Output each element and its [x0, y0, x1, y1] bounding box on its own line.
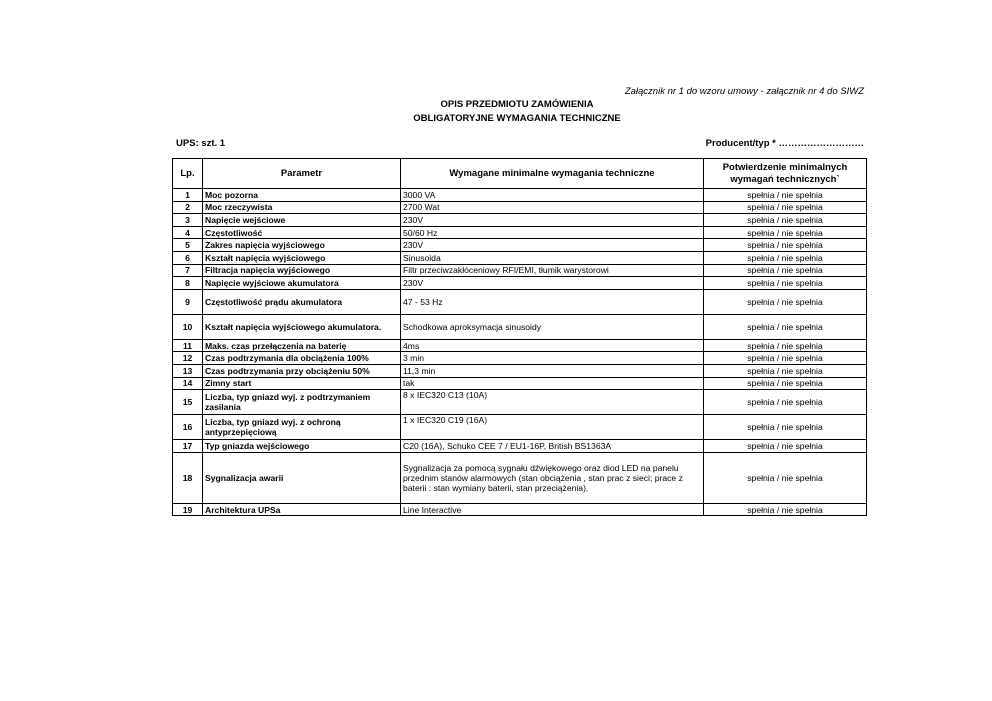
row-parameter: Architektura UPSa: [203, 503, 401, 516]
table-row: [173, 214, 867, 227]
row-required-value: 1 x IEC320 C19 (16A): [401, 415, 704, 440]
row-required-value: 230V: [401, 239, 704, 252]
row-confirmation: spełnia / nie spełnia: [704, 503, 867, 516]
row-required-value: 11,3 min: [401, 364, 704, 377]
row-required-value: 230V: [401, 277, 704, 290]
row-parameter: Maks. czas przełączenia na baterię: [203, 339, 401, 352]
table-row: [173, 239, 867, 252]
row-confirmation: spełnia / nie spełnia: [704, 251, 867, 264]
row-parameter: Zakres napięcia wyjściowego: [203, 239, 401, 252]
row-number: 9: [173, 289, 203, 314]
row-parameter: Typ gniazda wejściowego: [203, 440, 401, 453]
table-row: [173, 415, 867, 440]
row-parameter: Czas podtrzymania przy obciążeniu 50%: [203, 364, 401, 377]
row-number: 6: [173, 251, 203, 264]
row-confirmation: spełnia / nie spełnia: [704, 289, 867, 314]
row-required-value: 47 - 53 Hz: [401, 289, 704, 314]
table-row: [173, 440, 867, 453]
row-required-value: 2700 Wat: [401, 201, 704, 214]
table-row: [173, 390, 867, 415]
document-title: OPIS PRZEDMIOTU ZAMÓWIENIA: [440, 99, 594, 110]
annex-note: Załącznik nr 1 do wzoru umowy - załącznik nr 4 do SIWZ: [624, 86, 864, 97]
row-confirmation: spełnia / nie spełnia: [704, 415, 867, 440]
table-row: [173, 277, 867, 290]
row-required-value: Line Interactive: [401, 503, 704, 516]
row-confirmation: spełnia / nie spełnia: [704, 201, 867, 214]
table-row: [173, 264, 867, 277]
row-required-value: Sygnalizacja za pomocą sygnału dźwiękowego oraz diod LED na panelu przednim stanów alarmowych (stan obciążenia , stan prac z sieci; prace z baterii : stan wymiany baterii, stan przeciążenia).: [401, 452, 704, 503]
row-required-value: Schodkowa aproksymacja sinusoidy: [401, 314, 704, 339]
row-number: 12: [173, 352, 203, 365]
table-body: [173, 189, 867, 516]
header-lp: Lp.: [173, 159, 203, 189]
row-confirmation: spełnia / nie spełnia: [704, 264, 867, 277]
row-required-value: 3000 VA: [401, 189, 704, 202]
row-confirmation: spełnia / nie spełnia: [704, 214, 867, 227]
row-required-value: C20 (16A), Schuko CEE 7 / EU1-16P, British BS1363A: [401, 440, 704, 453]
row-confirmation: spełnia / nie spełnia: [704, 189, 867, 202]
row-number: 19: [173, 503, 203, 516]
row-number: 3: [173, 214, 203, 227]
row-parameter: Częstotliwość prądu akumulatora: [203, 289, 401, 314]
table-row: [173, 452, 867, 503]
row-confirmation: spełnia / nie spełnia: [704, 314, 867, 339]
row-number: 15: [173, 390, 203, 415]
table-row: [173, 251, 867, 264]
row-number: 18: [173, 452, 203, 503]
row-parameter: Napięcie wejściowe: [203, 214, 401, 227]
row-parameter: Moc rzeczywista: [203, 201, 401, 214]
row-required-value: tak: [401, 377, 704, 390]
row-parameter: Moc pozorna: [203, 189, 401, 202]
row-parameter: Liczba, typ gniazd wyj. z ochroną antyprzepięciową: [203, 415, 401, 440]
header-required: Wymagane minimalne wymagania techniczne: [401, 159, 704, 189]
row-confirmation: spełnia / nie spełnia: [704, 377, 867, 390]
row-required-value: 3 min: [401, 352, 704, 365]
table-row: [173, 503, 867, 516]
row-parameter: Czas podtrzymania dla obciążenia 100%: [203, 352, 401, 365]
table-row: [173, 226, 867, 239]
row-number: 2: [173, 201, 203, 214]
row-number: 10: [173, 314, 203, 339]
row-parameter: Napięcie wyjściowe akumulatora: [203, 277, 401, 290]
row-confirmation: spełnia / nie spełnia: [704, 239, 867, 252]
row-confirmation: spełnia / nie spełnia: [704, 339, 867, 352]
row-number: 16: [173, 415, 203, 440]
requirements-table: [172, 158, 867, 516]
row-number: 4: [173, 226, 203, 239]
row-parameter: Zimny start: [203, 377, 401, 390]
row-confirmation: spełnia / nie spełnia: [704, 352, 867, 365]
table-row: [173, 314, 867, 339]
document-subtitle: OBLIGATORYJNE WYMAGANIA TECHNICZNE: [413, 113, 621, 124]
row-parameter: Filtracja napięcia wyjściowego: [203, 264, 401, 277]
table-row: [173, 339, 867, 352]
row-required-value: 8 x IEC320 C13 (10A): [401, 390, 704, 415]
row-required-value: 50/60 Hz: [401, 226, 704, 239]
row-number: 1: [173, 189, 203, 202]
table-row: [173, 201, 867, 214]
row-number: 5: [173, 239, 203, 252]
table-header-row: [173, 159, 867, 189]
row-required-value: 230V: [401, 214, 704, 227]
header-confirmation: Potwierdzenie minimalnych wymagań technicznych`: [704, 159, 867, 189]
table-row: [173, 289, 867, 314]
row-number: 7: [173, 264, 203, 277]
ups-quantity-label: UPS: szt. 1: [176, 138, 226, 149]
row-parameter: Częstotliwość: [203, 226, 401, 239]
row-confirmation: spełnia / nie spełnia: [704, 277, 867, 290]
row-required-value: Filtr przeciwzakłóceniowy RFI/EMI, tłumik warystorowi: [401, 264, 704, 277]
row-confirmation: spełnia / nie spełnia: [704, 452, 867, 503]
row-number: 11: [173, 339, 203, 352]
row-parameter: Liczba, typ gniazd wyj. z podtrzymaniem zasilania: [203, 390, 401, 415]
row-confirmation: spełnia / nie spełnia: [704, 440, 867, 453]
row-parameter: Kształt napięcia wyjściowego akumulatora.: [203, 314, 401, 339]
row-parameter: Kształt napięcia wyjściowego: [203, 251, 401, 264]
row-number: 8: [173, 277, 203, 290]
producer-type-label: Producent/typ * ………………………: [705, 138, 864, 149]
row-number: 14: [173, 377, 203, 390]
row-parameter: Sygnalizacja awarii: [203, 452, 401, 503]
header-parameter: Parametr: [203, 159, 401, 189]
row-required-value: 4ms: [401, 339, 704, 352]
row-required-value: Sinusoida: [401, 251, 704, 264]
row-confirmation: spełnia / nie spełnia: [704, 226, 867, 239]
row-confirmation: spełnia / nie spełnia: [704, 364, 867, 377]
table-row: [173, 377, 867, 390]
table-row: [173, 364, 867, 377]
row-number: 13: [173, 364, 203, 377]
row-number: 17: [173, 440, 203, 453]
table-row: [173, 189, 867, 202]
row-confirmation: spełnia / nie spełnia: [704, 390, 867, 415]
table-row: [173, 352, 867, 365]
